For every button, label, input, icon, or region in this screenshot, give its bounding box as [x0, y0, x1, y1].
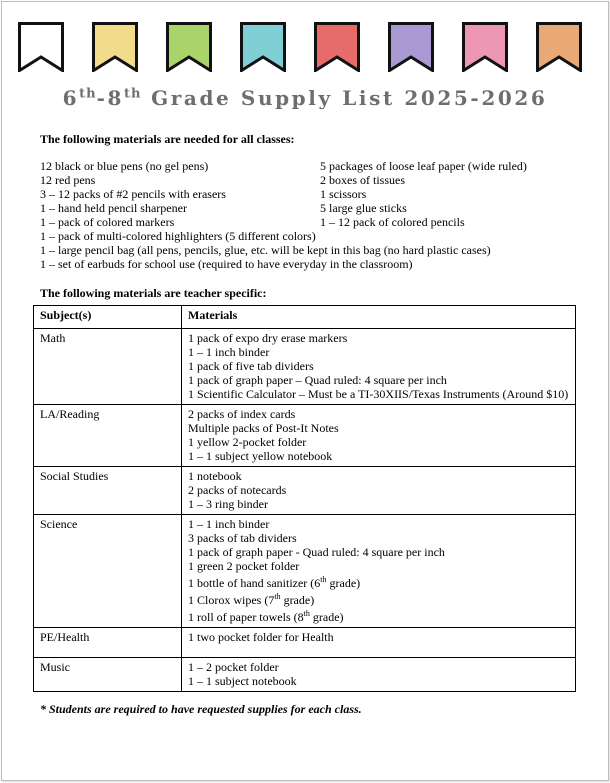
supply-table — [33, 305, 576, 692]
page-title: 6th-8th Grade Supply List 2025-2026 — [62, 86, 548, 110]
material-item: 1 pack of graph paper – Quad ruled: 4 square per inch — [188, 373, 447, 387]
table-row — [34, 405, 576, 467]
material-item: 1 pack of expo dry erase markers — [188, 331, 348, 345]
material-item: 1 – 1 subject notebook — [188, 674, 297, 688]
list-item: 5 large glue sticks — [320, 201, 407, 215]
table-row — [34, 467, 576, 515]
material-item: 1 – 1 subject yellow notebook — [188, 449, 333, 463]
list-row — [40, 201, 580, 215]
material-item: 1 – 2 pocket folder — [188, 660, 279, 674]
list-item: 1 – pack of colored markers — [40, 215, 175, 229]
materials-cell — [182, 658, 576, 692]
list-item: 1 – pack of multi-colored highlighters (5 different colors) — [40, 229, 316, 243]
materials-cell — [182, 405, 576, 467]
list-item: 1 – set of earbuds for school use (required to have everyday in the classroom) — [40, 257, 413, 271]
pennant-flag-orange — [536, 22, 582, 72]
all-classes-list — [40, 159, 580, 229]
document-page — [1, 1, 609, 781]
pennant-flag-white — [18, 22, 64, 72]
list-row — [40, 159, 580, 173]
table-header-row — [34, 306, 576, 329]
list-item: 1 – hand held pencil sharpener — [40, 201, 187, 215]
subject-cell: Science — [34, 515, 182, 628]
subject-cell: LA/Reading — [34, 405, 182, 467]
materials-cell — [182, 628, 576, 658]
list-item: 5 packages of loose leaf paper (wide ruled) — [320, 159, 527, 173]
material-item: 2 packs of index cards — [188, 407, 296, 421]
material-item: 1 yellow 2-pocket folder — [188, 435, 307, 449]
material-item: 1 – 3 ring binder — [188, 497, 268, 511]
material-item: 1 bottle of hand sanitizer (6th grade) — [188, 575, 361, 590]
table-row — [34, 628, 576, 658]
list-item: 2 boxes of tissues — [320, 173, 405, 187]
material-item: 1 Scientific Calculator – Must be a TI-30XIIS/Texas Instruments (Around $10) — [188, 387, 569, 401]
list-item: 1 – large pencil bag (all pens, pencils, glue, etc. will be kept in this bag (no hard plastic cases) — [40, 243, 491, 257]
all-classes-heading: The following materials are needed for all classes: — [40, 132, 295, 146]
subject-cell: Social Studies — [34, 467, 182, 515]
list-item: 12 black or blue pens (no gel pens) — [40, 159, 209, 173]
materials-cell — [182, 467, 576, 515]
material-item: 3 packs of tab dividers — [188, 531, 297, 545]
material-item: 1 – 1 inch binder — [188, 517, 270, 531]
pennant-flag-yellow — [92, 22, 138, 72]
pennant-flag-purple — [388, 22, 434, 72]
material-item: 1 two pocket folder for Health — [188, 630, 334, 644]
pennant-flag-red — [314, 22, 360, 72]
material-item: Multiple packs of Post-It Notes — [188, 421, 339, 435]
list-row — [40, 187, 580, 201]
subject-cell: Music — [34, 658, 182, 692]
pennant-flag-green — [166, 22, 212, 72]
material-item: 1 green 2 pocket folder — [188, 559, 300, 573]
material-item: 1 – 1 inch binder — [188, 345, 270, 359]
materials-column-header: Materials — [182, 306, 576, 329]
pennant-flag-teal — [240, 22, 286, 72]
subject-cell: PE/Health — [34, 628, 182, 658]
list-item: 1 – 12 pack of colored pencils — [320, 215, 465, 229]
table-row — [34, 329, 576, 405]
material-item: 1 roll of paper towels (8th grade) — [188, 609, 344, 624]
table-row — [34, 658, 576, 692]
list-row — [40, 215, 580, 229]
pennant-banner — [18, 22, 610, 72]
subject-column-header: Subject(s) — [34, 306, 182, 329]
materials-cell — [182, 329, 576, 405]
material-item: 1 pack of five tab dividers — [188, 359, 314, 373]
material-item: 1 Clorox wipes (7th grade) — [188, 592, 315, 607]
table-row — [34, 515, 576, 628]
list-row — [40, 173, 580, 187]
materials-cell — [182, 515, 576, 628]
list-item: 1 scissors — [320, 187, 367, 201]
teacher-specific-heading: The following materials are teacher specific: — [40, 286, 267, 300]
material-item: 1 pack of graph paper - Quad ruled: 4 square per inch — [188, 545, 445, 559]
footnote: * Students are required to have requested supplies for each class. — [40, 702, 362, 716]
material-item: 1 notebook — [188, 469, 242, 483]
list-item: 12 red pens — [40, 173, 96, 187]
subject-cell: Math — [34, 329, 182, 405]
list-item: 3 – 12 packs of #2 pencils with erasers — [40, 187, 226, 201]
material-item: 2 packs of notecards — [188, 483, 287, 497]
pennant-flag-pink — [462, 22, 508, 72]
